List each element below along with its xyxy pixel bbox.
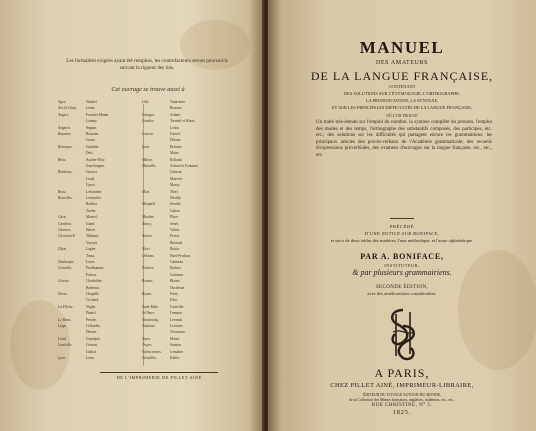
bookseller-name: Cochard. — [86, 298, 100, 303]
bookseller-city: Brest. — [58, 189, 67, 194]
bookseller-city: Genève. — [58, 279, 70, 284]
publisher-note-2: de la Collection des Mœurs françaises, anglaises, italiennes, etc., etc., — [349, 398, 455, 402]
bookseller-name: Gabon. — [170, 208, 181, 213]
bookseller-city: Bayonne. — [58, 132, 72, 136]
bookseller-city: Liège. — [58, 324, 67, 328]
bookseller-city: Caen. — [58, 215, 67, 220]
bookseller-name: Catineau. — [170, 272, 184, 277]
bookseller-name: Edet. — [170, 298, 178, 303]
bookseller-name: Launay. — [86, 119, 98, 124]
publisher-monogram — [381, 306, 425, 362]
availability-heading: Cet ouvrage se trouve aussi à — [111, 86, 185, 93]
bookseller-city: Chartres. — [58, 228, 72, 232]
subtitle-line-3: ET SUR LES PRINCIPALES DIFFICULTÉS DE LA LANGUE FRANÇAISE, — [332, 105, 472, 110]
bookseller-city: Orléans. — [142, 253, 155, 258]
bookseller-name: Deis. — [86, 151, 94, 156]
title-line-langue: DE LA LANGUE FRANÇAISE, — [310, 69, 494, 83]
author-role: INSTITUTEUR, — [384, 263, 420, 268]
bookseller-name: Bonzom. — [86, 132, 100, 136]
separator-rule — [390, 218, 414, 219]
bookseller-name: Thibaud. — [86, 234, 99, 239]
bookseller-name: Gauthier. — [86, 144, 100, 149]
bookseller-city: Aix-la-Chap. — [58, 106, 77, 111]
bookseller-name: Laval. — [86, 176, 96, 181]
bookseller-name: Gosse. — [86, 138, 96, 143]
co-authors: & par plusieurs grammairiens. — [352, 268, 452, 277]
bookseller-name: Hervé. — [86, 228, 96, 232]
bookseller-name: Berthot. — [86, 202, 98, 207]
bookseller-name: Corneille. — [170, 304, 185, 309]
contents-description: Un traité très-étendu sur l'emploi du nombre, la syntaxe complète du pronom, l'emploi des modes et des temps, l'orthographe des substantifs composés, des participes, etc. etc.; des solutions sur les difficultés qui partagent encore les grammairiens; les principaux articles des procès-verbaux de l'Académie grammaticale; des recueils d'expressions proverbiales, des examens d'ouvrages sur la langue française, etc., etc., etc. — [316, 120, 492, 158]
bookseller-city: Nancy. — [142, 221, 152, 226]
bookseller-name: Prudhomme. — [86, 266, 105, 271]
bookseller-name: Lagier. — [86, 247, 97, 252]
title-line-amateurs: DES AMATEURS — [375, 60, 429, 66]
bookseller-name: Blouet. — [170, 279, 181, 284]
bookseller-name: Creusat. — [86, 343, 98, 348]
bookseller-city: Rennes. — [142, 279, 154, 284]
bookseller-name: Aucher-Eloy. — [86, 157, 106, 162]
bookseller-name: Forest. — [170, 234, 180, 239]
bookseller-name: Devilly. — [170, 196, 182, 200]
bookseller-city: Avignon. — [58, 125, 71, 130]
bookseller-city: St-Omer. — [142, 311, 155, 316]
bookseller-name: Busseuil. — [170, 240, 184, 245]
bookseller-name: Maire. — [170, 151, 180, 156]
bookseller-city: Tours. — [142, 336, 151, 341]
bookseller-name: Sainton. — [170, 343, 182, 348]
bookseller-city: Valenciennes. — [142, 349, 162, 354]
bookseller-name: Bronner. — [170, 106, 183, 111]
bookseller-name: Place. — [170, 215, 179, 220]
tables-note: et suivi de deux tables des matières, l'une méthodique, et l'autre alphabétique. — [330, 238, 474, 243]
publication-city: A PARIS, — [374, 366, 430, 380]
bookseller-city: Limoges. — [142, 112, 156, 117]
bookseller-name: Veysset. — [86, 240, 98, 245]
bookseller-name: Klefer. — [170, 356, 180, 360]
bookseller-row — [58, 356, 232, 364]
bookseller-name: Fauvel. — [170, 132, 181, 136]
bookseller-name: Mancel. — [86, 215, 98, 220]
bookseller-name: Thiel. — [170, 189, 179, 194]
bookseller-city: La Flèche. — [58, 304, 74, 309]
bookseller-city: Troyes. — [142, 343, 153, 348]
bookseller-name: Masvert. — [170, 176, 183, 181]
bookseller-city: Saint-Malo. — [142, 304, 160, 309]
bookseller-city: Nantes. — [142, 234, 153, 239]
bookseller-name: Rolland. — [170, 157, 183, 162]
bookseller-name: Camoin. — [170, 170, 183, 175]
bookseller-name: Huet-Perdoux. — [170, 253, 192, 258]
bookseller-name: Gayet. — [86, 183, 96, 188]
bookseller-name: Frère. — [170, 292, 179, 296]
bookseller-name: Tarlier. — [86, 208, 97, 213]
bookseller-name: Voglet. — [86, 304, 97, 309]
bookseller-name: Lemaire. — [170, 311, 183, 316]
bookseller-city: Lille. — [142, 100, 150, 104]
notice-label: D'UNE NOTICE SUR BONIFACE, — [364, 231, 440, 236]
bookseller-name: Seguin. — [86, 125, 97, 130]
bookseller-name: Ardant. — [170, 112, 181, 117]
bookseller-city: Niort. — [142, 247, 151, 252]
bookseller-name: Lecharlier. — [86, 196, 102, 200]
bookseller-name: Fourrier-Mame. — [86, 112, 109, 117]
bookseller-name: Sevalle. — [170, 202, 182, 207]
author-line: PAR A. BONIFACE, — [360, 252, 444, 261]
bookseller-name: Vieusseux. — [170, 330, 186, 335]
edition-label: SECONDE ÉDITION, — [375, 284, 429, 290]
contenant-label: CONTENANT — [388, 84, 416, 89]
bookseller-name: Barbier. — [170, 266, 182, 271]
bookseller-city: Poitiers. — [142, 266, 155, 271]
bookseller-city: Montpell. — [142, 202, 156, 207]
bookseller-city: Blois. — [58, 157, 67, 162]
bookseller-city: Londres. — [142, 119, 155, 124]
bookseller-city: Cambrai. — [58, 221, 72, 226]
bookseller-name: Leduc. — [86, 106, 96, 111]
bookseller-name: Pesche. — [86, 317, 97, 322]
subtitle-line-2: LA PRONONCIATION, LA SYNTAXE, — [365, 98, 439, 103]
bookseller-name: Lemaître. — [170, 349, 184, 354]
bookseller-city: Versailles. — [142, 356, 157, 360]
publisher-name: CHEZ PILLET AINÉ, IMPRIMEUR-LIBRAIRE, — [330, 382, 474, 389]
bookseller-name: Falcon. — [86, 272, 97, 277]
bookseller-city: Havre. — [58, 292, 68, 296]
left-page — [0, 0, 264, 431]
bookseller-name: Cherbuliez. — [86, 279, 103, 284]
bookseller-name: Levrault. — [170, 317, 184, 322]
publisher-address: RUE CHRISTINE, N° 5. — [371, 403, 433, 408]
edition-note: avec des améliorations considérables. — [367, 291, 437, 296]
bookseller-city: Mâcon. — [142, 157, 153, 162]
bookseller-name: Gassiot. — [86, 170, 98, 175]
printer-imprint: DE L'IMPRIMERIE DE PILLET AINÉ. — [116, 375, 204, 380]
bookseller-city: Marseille. — [142, 164, 157, 168]
bookseller-city: Agen. — [58, 100, 67, 104]
publication-year: 1825. — [392, 409, 412, 416]
bookseller-city: Dijon. — [58, 247, 68, 252]
book-title: MANUEL — [359, 38, 445, 57]
bookseller-city: Lyon. — [142, 144, 150, 149]
bookseller-city: Toulouse. — [142, 324, 156, 328]
bookseller-name: Jean Sargent. — [86, 164, 106, 168]
bookseller-name: Vanackere. — [170, 100, 186, 104]
bookseller-name: Barbezat. — [86, 285, 100, 290]
bookseller-city: Strasbourg. — [142, 317, 159, 322]
bookseller-name: Duchesne. — [170, 285, 186, 290]
bookseller-name: Robin. — [170, 247, 180, 252]
legal-notice: Les formalités exigées ayant été remplies, les contrefacteurs seront poursuivis suivant la rigueur des lois. — [66, 58, 228, 71]
bookseller-city: Laval. — [58, 336, 68, 341]
bookseller-city: Clermont-F. — [58, 234, 76, 239]
bookseller-name: Tussa. — [86, 253, 96, 258]
ou-label: OÙ L'ON TROUVE — [386, 114, 418, 118]
bookseller-name: Guibal. — [86, 349, 97, 354]
publisher-note-1: ÉDITEUR DU VOYAGE AUTOUR DU MONDE, — [363, 393, 441, 397]
bookseller-city: Dunkerque. — [58, 260, 75, 264]
bookseller-name: Noubel. — [86, 100, 98, 104]
bookseller-city: Besançon. — [58, 144, 73, 149]
bookseller-name: Achard et Fontaine. — [170, 164, 199, 168]
bookseller-city: Moulins. — [142, 215, 155, 220]
bookseller-city: Le Mans. — [58, 317, 72, 322]
bookseller-name: Chapelle. — [86, 292, 100, 296]
bookseller-name: Collardin. — [86, 324, 101, 328]
bookseller-city: Lyon. — [58, 356, 66, 360]
bookseller-name: Treuttel et Wurtz. — [170, 119, 196, 124]
bookseller-name: Senef. — [170, 221, 180, 226]
bookseller-city: Lorient. — [142, 132, 154, 136]
bookseller-name: Grandpré. — [86, 336, 101, 341]
bookseller-name: Ledru. — [170, 125, 180, 130]
bookseller-name: Vidart. — [170, 228, 180, 232]
bookseller-name: Bohaire. — [170, 144, 183, 149]
bookseller-city: Angers. — [58, 112, 70, 117]
bookseller-name: Leyer. — [86, 260, 96, 264]
bookseller-name: Mossy. — [170, 183, 181, 188]
bookseller-name: Giard. — [86, 221, 96, 226]
bookseller-city: Rouen. — [142, 292, 153, 296]
bookseller-name: Desoer. — [86, 330, 97, 335]
bookseller-city: Grenoble. — [58, 266, 73, 271]
bookseller-name: Lefournier. — [86, 189, 103, 194]
bookseller-city: Metz. — [142, 189, 150, 194]
precede-label: PRÉCÉDÉ — [389, 224, 415, 229]
bookseller-name: Lecointe. — [170, 324, 184, 328]
bookseller-city: Bruxelles. — [58, 196, 73, 200]
bookseller-name: Delatre. — [170, 138, 182, 143]
bookseller-city: Lunéville. — [58, 343, 73, 348]
booksellers-table — [58, 100, 232, 370]
printer-rule — [100, 372, 218, 373]
title-page — [268, 0, 536, 431]
bookseller-name: Mame. — [170, 336, 181, 341]
bookseller-name: Pinard. — [86, 311, 97, 316]
subtitle-line-1: DES SOLUTIONS SUR L'ÉTYMOLOGIE, L'ORTHOGRAPHE, — [344, 91, 460, 96]
bookseller-name: Lorin. — [86, 356, 95, 360]
bookseller-city: Bordeaux. — [58, 170, 73, 175]
bookseller-name: Gatineau. — [170, 260, 184, 264]
